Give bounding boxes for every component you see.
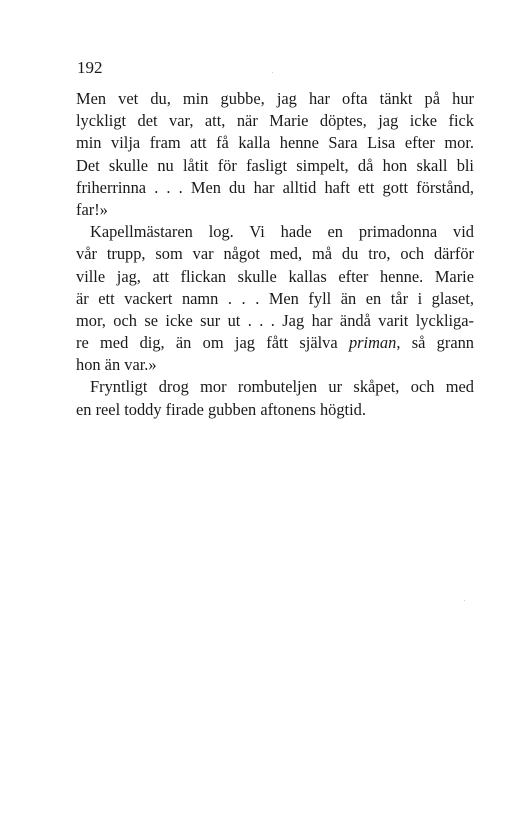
text-line	[76, 332, 474, 354]
page-number: 192	[77, 58, 103, 77]
text-segment: , så grann	[396, 333, 474, 353]
text-line: far!»	[76, 199, 108, 219]
text-line: lyckligt det var, att, när Marie döptes, jag icke fick	[76, 111, 474, 131]
text-line: hon än var.»	[76, 355, 157, 375]
text-line: min vilja fram att få kalla henne Sara Lisa efter mor.	[76, 133, 474, 153]
paper-speck	[272, 72, 273, 73]
text-segment: re med dig, än om jag fått själva	[76, 333, 349, 353]
text-line: Kapellmästaren log. Vi hade en primadonna vid	[90, 222, 474, 242]
paper-speck	[464, 600, 465, 601]
italic-word: priman	[348, 333, 397, 353]
text-line: friherrinna . . . Men du har alltid haft ett gott förstånd,	[76, 177, 474, 197]
text-line: mor, och se icke sur ut . . . Jag har ändå varit lyckliga-	[76, 310, 474, 330]
text-line: Fryntligt drog mor rombuteljen ur skåpet, och med	[90, 377, 474, 397]
text-line: en reel toddy firade gubben aftonens högtid.	[76, 399, 366, 419]
text-line: Det skulle nu låtit för fasligt simpelt, då hon skall bli	[76, 155, 474, 175]
text-line: är ett vackert namn . . . Men fyll än en tår i glaset,	[76, 288, 474, 308]
body-text	[76, 88, 474, 421]
text-line: vår trupp, som var något med, må du tro, och därför	[76, 244, 474, 264]
text-line: ville jag, att flickan skulle kallas efter henne. Marie	[76, 266, 474, 286]
text-line: Men vet du, min gubbe, jag har ofta tänkt på hur	[76, 89, 474, 108]
